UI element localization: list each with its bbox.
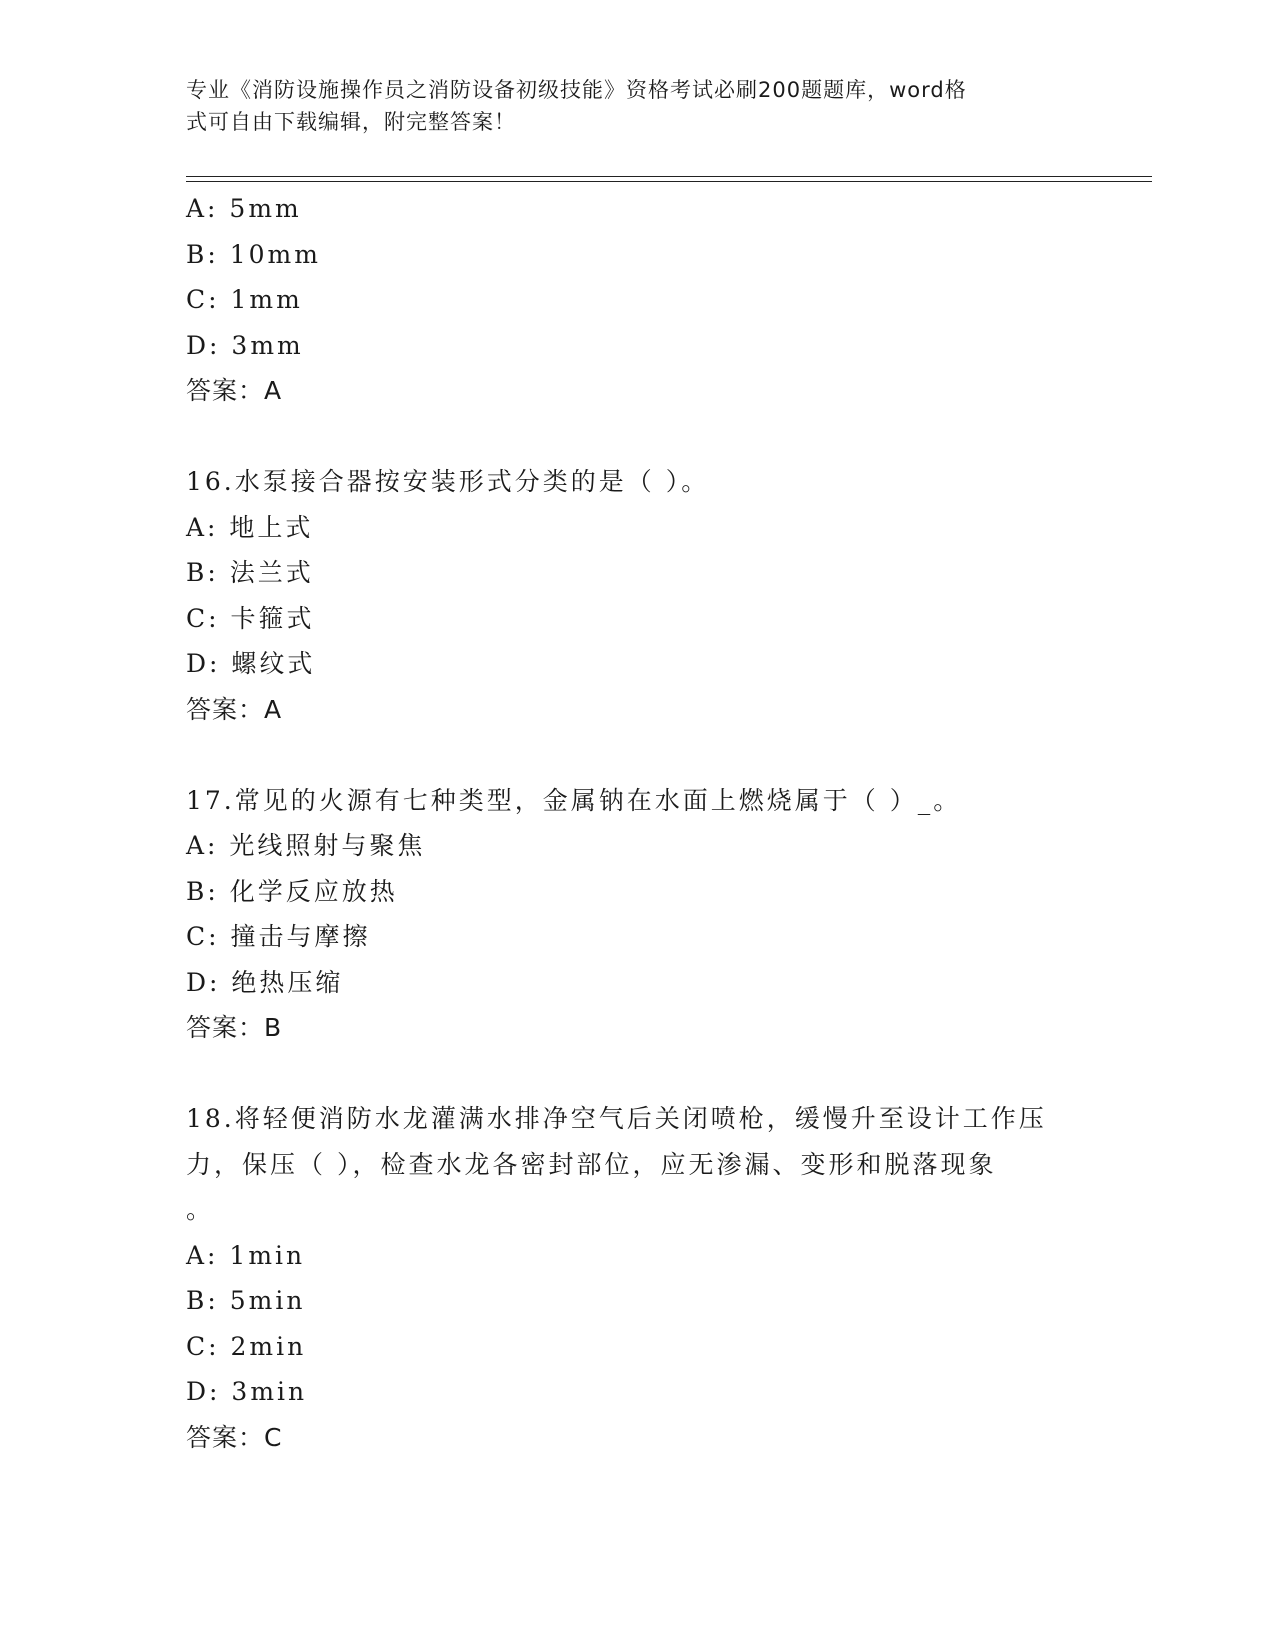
question-block-15: [186, 186, 1086, 414]
option-c: C: 卡箍式: [186, 603, 315, 633]
question-text: 16.水泵接合器按安装形式分类的是（ ）。: [186, 467, 710, 496]
option-b: B: 法兰式: [186, 558, 314, 587]
header-line-2: 式可自由下载编辑，附完整答案！: [186, 110, 516, 134]
option-d: D: 螺纹式: [186, 649, 316, 678]
option-b: B: 化学反应放热: [186, 876, 398, 906]
answer-line: 答案：A: [186, 376, 283, 405]
option-b: B: 5min: [186, 1286, 306, 1315]
option-a: A: 5mm: [186, 194, 302, 223]
spacer: [186, 732, 1086, 778]
spacer: [186, 414, 1086, 460]
answer-line: 答案：A: [186, 694, 283, 724]
option-a: A: 光线照射与聚焦: [186, 831, 426, 860]
question-block-18: [186, 1096, 1086, 1460]
option-d: D: 3min: [186, 1377, 308, 1406]
option-c: C: 2min: [186, 1331, 307, 1361]
question-text-line-1: 18.将轻便消防水龙灌满水排净空气后关闭喷枪，缓慢升至设计工作压: [186, 1104, 1047, 1133]
spacer: [186, 1051, 1086, 1097]
option-a: A: 地上式: [186, 512, 314, 542]
option-c: C: 1mm: [186, 285, 303, 314]
question-block-16: [186, 459, 1086, 732]
answer-line: 答案：B: [186, 1013, 283, 1042]
question-block-17: [186, 778, 1086, 1051]
header-line-1: 专业《消防设施操作员之消防设备初级技能》资格考试必刷200题题库，word格: [186, 78, 967, 102]
question-list: [186, 186, 1086, 1460]
header-rule-bottom: [186, 181, 1152, 182]
option-d: D: 3mm: [186, 330, 304, 360]
document-header: [186, 74, 1066, 138]
option-b: B: 10mm: [186, 239, 321, 269]
question-text-line-3: 。: [186, 1195, 215, 1224]
option-a: A: 1min: [186, 1240, 306, 1270]
question-text-line-2: 力，保压（ ），检查水龙各密封部位，应无渗漏、变形和脱落现象: [186, 1149, 997, 1179]
header-rule-top: [186, 176, 1152, 177]
option-c: C: 撞击与摩擦: [186, 922, 371, 951]
answer-line: 答案：C: [186, 1422, 283, 1452]
question-text: 17.常见的火源有七种类型，金属钠在水面上燃烧属于（ ）_。: [186, 785, 962, 815]
option-d: D: 绝热压缩: [186, 967, 344, 997]
